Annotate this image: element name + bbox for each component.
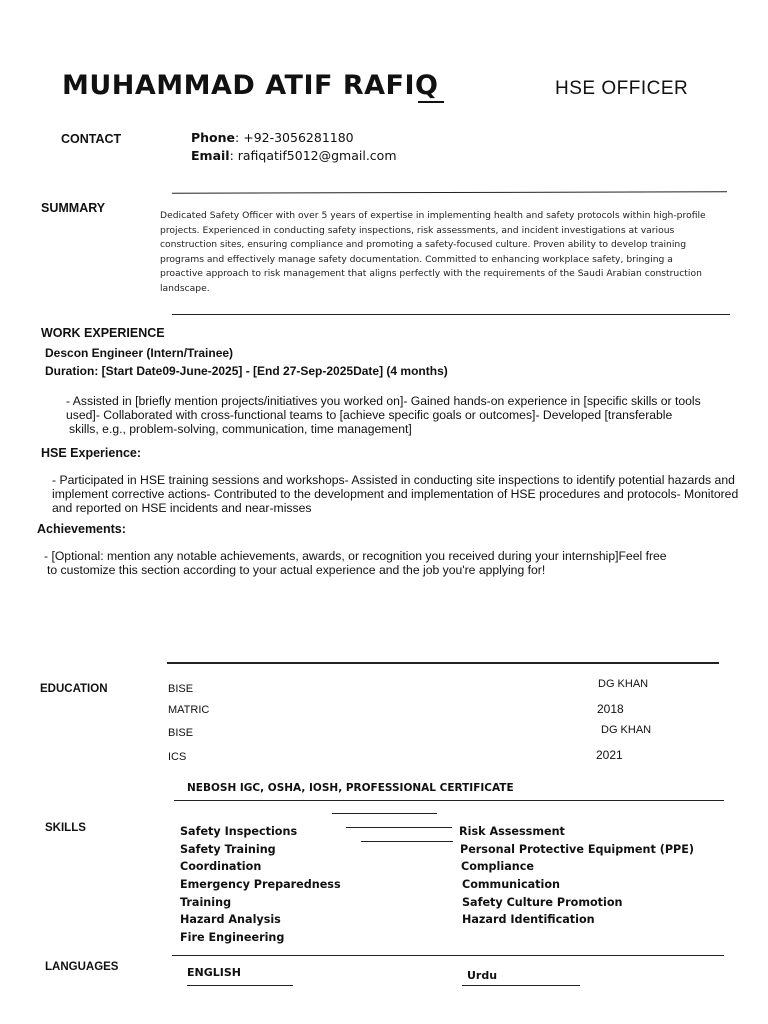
work-experience-label: WORK EXPERIENCE	[41, 326, 165, 340]
work-line: skills, e.g., problem-solving, communication, time management]	[69, 422, 412, 436]
candidate-name: MUHAMMAD ATIF RAFIQ	[62, 70, 439, 101]
skill-item: Safety Training	[180, 843, 276, 856]
summary-bottom-divider	[172, 314, 730, 315]
email-label: Email	[191, 148, 230, 163]
education-level: MATRIC	[168, 704, 210, 716]
summary-line: projects. Experienced in conducting safety inspections, risk assessments, and incident investigations at various	[160, 224, 675, 236]
summary-top-divider	[172, 191, 727, 193]
language-item: Urdu	[467, 969, 498, 982]
summary-line: construction sites, ensuring compliance and promoting a safety-focused culture. Proven ability to develop training	[160, 239, 687, 251]
skill-item: Hazard Analysis	[180, 913, 281, 926]
contact-label: CONTACT	[61, 132, 122, 146]
work-line: used]- Collaborated with cross-functional teams to [achieve specific goals or outcomes]- Developed [transferable	[66, 408, 673, 422]
education-place: DG KHAN	[601, 724, 652, 736]
languages-label: LANGUAGES	[45, 961, 119, 973]
achievement-line: - [Optional: mention any notable achievements, awards, or recognition you received during your internship]Feel free	[44, 549, 667, 563]
skill-item: Communication	[462, 878, 560, 891]
education-board: BISE	[168, 727, 194, 739]
phone-line	[191, 130, 354, 145]
skills-accent-line	[346, 827, 452, 828]
skills-accent-line	[332, 813, 437, 814]
work-line: - Assisted in [briefly mention projects/initiatives you worked on]- Gained hands-on experience in [specific skills or tools	[66, 394, 701, 408]
summary-text	[160, 209, 732, 297]
work-duration: Duration: [Start Date09-June-2025] - [End 27-Sep-2025Date] (4 months)	[45, 364, 448, 378]
hse-line: and reported on HSE incidents and near-misses	[52, 501, 312, 515]
summary-line: proactive approach to risk management that aligns perfectly with the requirements of the Saudi Arabian construction	[160, 268, 702, 280]
summary-label: SUMMARY	[41, 201, 106, 215]
summary-line: programs and effectively manage safety documentation. Committed to enhancing workplace safety, bringing a	[160, 253, 673, 265]
phone-label: Phone	[191, 130, 236, 145]
language-underline	[187, 985, 293, 986]
company-name: Descon Engineer (Intern/Trainee)	[45, 346, 234, 360]
skill-item: Safety Inspections	[180, 825, 298, 838]
education-label: EDUCATION	[40, 683, 108, 695]
hse-line: - Participated in HSE training sessions and workshops- Assisted in conducting site inspections to identify potential hazards and	[52, 473, 735, 487]
summary-line: landscape.	[160, 282, 210, 294]
language-underline	[462, 985, 580, 986]
skill-item: Fire Engineering	[180, 931, 285, 944]
achievement-line: to customize this section according to your actual experience and the job you're applying for!	[47, 563, 546, 577]
skill-item: Emergency Preparedness	[180, 878, 341, 891]
education-board: BISE	[168, 683, 194, 695]
skills-label: SKILLS	[45, 822, 86, 834]
education-top-divider	[167, 662, 719, 664]
hse-line: implement corrective actions- Contributed to the development and implementation of HSE procedures and protocols- Monitored	[52, 487, 739, 501]
job-title: HSE OFFICER	[555, 78, 689, 99]
education-place: DG KHAN	[598, 678, 649, 690]
skill-item: Personal Protective Equipment (PPE)	[460, 843, 694, 856]
name-underline	[418, 101, 444, 103]
skill-item: Safety Culture Promotion	[462, 896, 623, 909]
hse-experience-label: HSE Experience:	[41, 446, 142, 460]
summary-line: Dedicated Safety Officer with over 5 years of expertise in implementing health and safety protocols within high-profile	[160, 210, 706, 221]
skill-item: Risk Assessment	[459, 825, 565, 838]
email-value: : rafiqatif5012@gmail.com	[229, 148, 397, 163]
skill-item: Hazard Identification	[462, 913, 595, 926]
phone-value: : +92-3056281180	[235, 130, 354, 145]
skill-item: Compliance	[461, 860, 534, 873]
certificates: NEBOSH IGC, OSHA, IOSH, PROFESSIONAL CERTIFICATE	[187, 782, 514, 794]
skill-item: Training	[180, 896, 232, 909]
education-year: 2021	[596, 748, 623, 762]
achievements-label: Achievements:	[37, 522, 126, 536]
language-item: ENGLISH	[187, 966, 241, 979]
email-line	[191, 148, 397, 163]
education-level: ICS	[168, 751, 187, 763]
certificates-divider	[174, 800, 724, 801]
education-year: 2018	[597, 702, 624, 716]
skills-accent-line	[361, 841, 453, 842]
languages-divider	[172, 955, 724, 956]
skill-item: Coordination	[180, 860, 262, 873]
